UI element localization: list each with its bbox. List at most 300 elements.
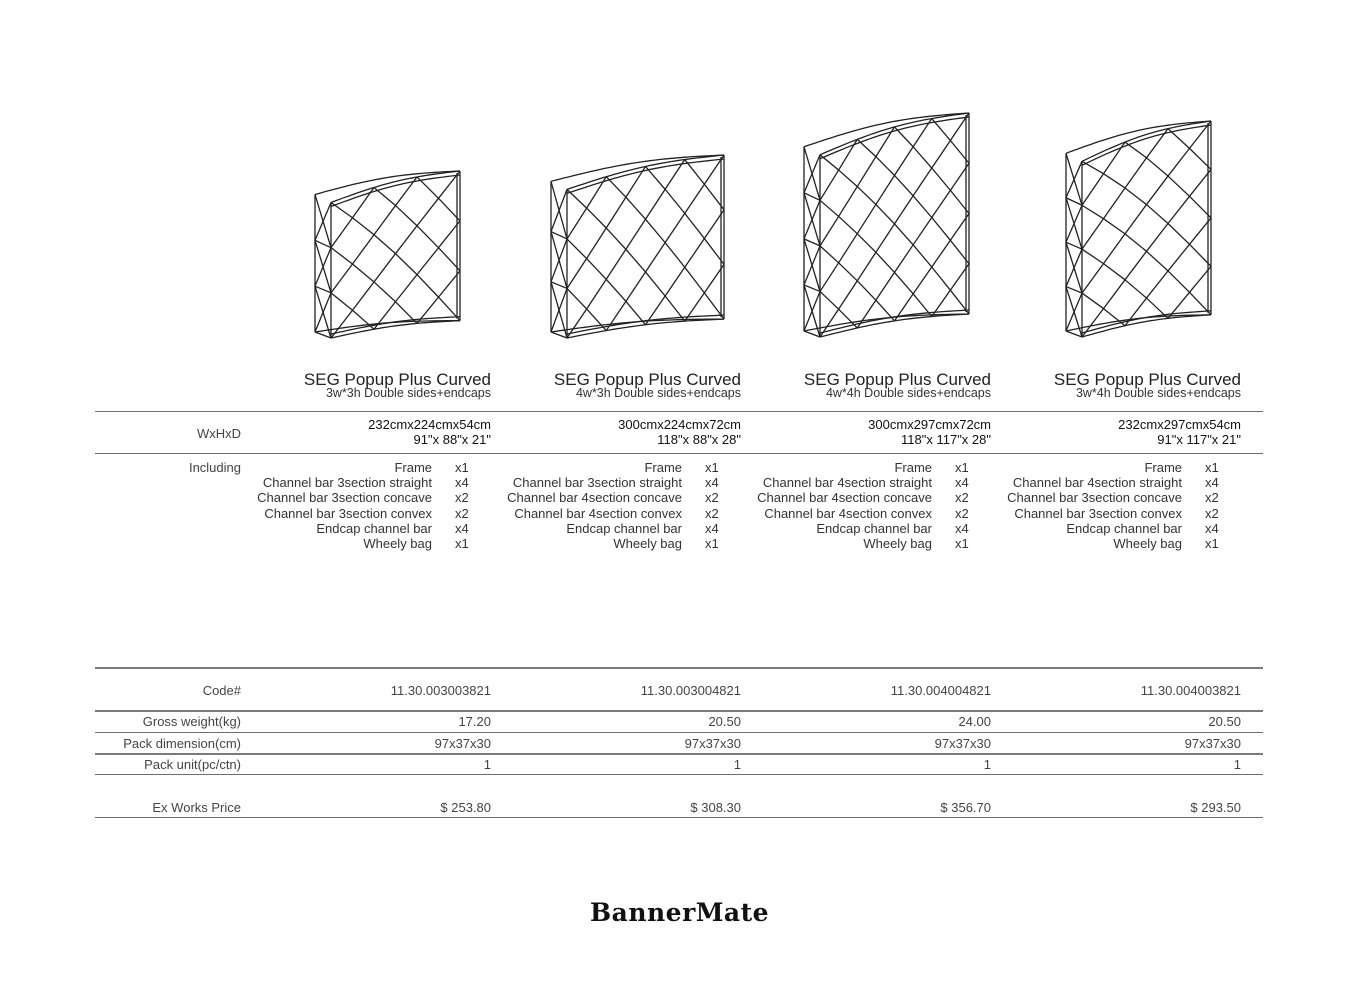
frame-strut <box>895 224 914 245</box>
frame-strut <box>567 189 587 208</box>
frame-strut <box>1168 223 1190 244</box>
frame-strut <box>820 291 839 309</box>
frame-strut <box>417 177 439 198</box>
frame-rail <box>567 319 724 338</box>
divider-top <box>95 411 1263 412</box>
frame-strut <box>932 119 951 141</box>
product-title: SEG Popup Plus Curved <box>1053 370 1241 389</box>
frame-strut <box>1082 249 1104 263</box>
gross-weight: 20.50 <box>708 714 741 729</box>
frame-strut <box>1168 176 1190 196</box>
frame-strut <box>606 177 626 197</box>
product-variant: 3w*3h Double sides+endcaps <box>325 386 491 400</box>
frame-strut <box>820 263 839 292</box>
ex-works-price: $ 293.50 <box>1190 800 1241 815</box>
frame-strut <box>685 239 705 268</box>
frame-rail <box>331 175 460 207</box>
product-variant: 4w*4h Double sides+endcaps <box>825 386 991 400</box>
frame-strut <box>1125 280 1147 298</box>
frame-strut <box>1104 280 1126 309</box>
frame-strut <box>626 197 646 219</box>
including-item <box>731 506 991 521</box>
frame-strut <box>876 157 895 176</box>
frame-strut <box>876 272 895 300</box>
including-item-name: Wheely bag <box>363 536 432 552</box>
product-variant: 3w*4h Double sides+endcaps <box>1075 386 1241 400</box>
frame-strut <box>857 139 876 156</box>
frame-strut <box>857 234 876 253</box>
frame-strut <box>606 197 626 228</box>
frame-strut <box>876 204 895 223</box>
frame-strut <box>932 240 951 267</box>
product-title: SEG Popup Plus Curved <box>303 370 491 389</box>
including-item-name: Frame <box>644 460 682 475</box>
including-list <box>981 460 1241 551</box>
frame-strut <box>804 331 820 337</box>
frame-strut <box>567 288 587 309</box>
including-item-name: Frame <box>394 460 432 475</box>
frame-strut <box>685 267 705 293</box>
frame-strut <box>932 290 951 316</box>
frame-strut <box>839 139 858 170</box>
including-item <box>981 506 1241 521</box>
frame-strut <box>646 272 666 296</box>
including-item-qty: x4 <box>955 520 969 536</box>
frame-strut <box>1125 158 1147 188</box>
including-item-name: Channel bar 3section concave <box>257 490 432 506</box>
frame-strut <box>665 213 685 242</box>
including-item-qty: x2 <box>705 505 719 521</box>
frame-strut <box>315 248 331 287</box>
including-item-qty: x4 <box>955 475 969 491</box>
frame-strut <box>804 155 820 193</box>
including-item-qty: x2 <box>1205 505 1219 521</box>
frame-strut <box>876 252 895 272</box>
dimension-cm: 232cmx297cmx54cm <box>1118 417 1241 432</box>
including-item-name: Channel bar 3section straight <box>512 475 682 491</box>
including-item <box>231 490 491 505</box>
label-pack-unit: Pack unit(pc/ctn) <box>144 757 241 772</box>
frame-strut <box>1104 188 1126 219</box>
frame-strut <box>1147 205 1169 224</box>
frame-strut <box>857 252 876 281</box>
including-item-qty: x2 <box>455 505 469 521</box>
including-item-qty: x1 <box>955 536 969 552</box>
frame-rail <box>820 117 969 159</box>
including-item <box>731 490 991 505</box>
dimension-inch: 91"x 117"x 21" <box>1157 432 1241 447</box>
frame-strut <box>1125 251 1147 280</box>
dimension-cm: 300cmx224cmx72cm <box>618 417 741 432</box>
frame-strut <box>374 302 396 329</box>
dimension-inch: 91"x 88"x 21" <box>413 432 491 447</box>
including-item-qty: x4 <box>1205 520 1219 536</box>
frame-strut <box>913 168 932 196</box>
including-item-name: Wheely bag <box>1113 536 1182 552</box>
including-item-name: Channel bar 3section convex <box>1014 505 1182 521</box>
frame-strut <box>820 200 839 216</box>
frame-strut <box>913 218 932 245</box>
including-item-qty: x4 <box>455 475 469 491</box>
divider-code <box>95 710 1263 712</box>
frame-strut <box>913 196 932 218</box>
frame-strut <box>857 300 876 328</box>
including-item-qty: x2 <box>705 490 719 506</box>
frame-strut <box>331 248 353 264</box>
frame-strut <box>1066 205 1082 242</box>
frame-strut <box>396 226 418 254</box>
frame-strut <box>839 234 858 263</box>
frame-strut <box>1066 331 1082 337</box>
frame-strut <box>1082 161 1104 173</box>
product-frame-illustration <box>551 147 724 338</box>
frame-strut <box>665 189 685 213</box>
frame-strut <box>1147 176 1169 205</box>
including-item-qty: x4 <box>455 520 469 536</box>
frame-strut <box>1104 264 1126 280</box>
frame-strut <box>606 249 626 279</box>
frame-strut <box>315 203 331 241</box>
frame-strut <box>567 309 587 338</box>
including-item-name: Channel bar 4section concave <box>757 490 932 506</box>
including-item <box>481 490 741 505</box>
frame-strut <box>895 196 914 224</box>
frame-strut <box>417 248 439 275</box>
frame-strut <box>353 235 375 264</box>
including-item <box>231 506 491 521</box>
frame-strut <box>417 226 439 248</box>
frame-strut <box>839 170 858 186</box>
including-item <box>731 536 991 551</box>
frame-strut <box>587 208 607 228</box>
frame-strut <box>1104 174 1126 188</box>
frame-strut <box>587 309 607 331</box>
including-item <box>731 460 991 475</box>
frame-strut <box>1082 264 1104 293</box>
divider-price <box>95 817 1263 818</box>
frame-strut <box>626 272 646 301</box>
frame-strut <box>374 282 396 302</box>
frame-strut <box>932 141 951 169</box>
frame-strut <box>567 259 587 289</box>
frame-strut <box>895 175 914 195</box>
frame-strut <box>913 267 932 294</box>
including-item <box>981 521 1241 536</box>
including-item <box>481 506 741 521</box>
frame-strut <box>839 309 858 328</box>
frame-strut <box>331 218 353 248</box>
including-item <box>231 521 491 536</box>
frame-strut <box>839 281 858 309</box>
frame-strut <box>1147 158 1169 176</box>
frame-strut <box>315 293 331 332</box>
gross-weight: 20.50 <box>1208 714 1241 729</box>
frame-strut <box>315 332 331 338</box>
frame-strut <box>646 243 666 272</box>
gross-weight: 24.00 <box>958 714 991 729</box>
including-item-name: Wheely bag <box>613 536 682 552</box>
including-item-qty: x1 <box>955 460 969 475</box>
frame-strut <box>932 218 951 241</box>
including-item <box>731 475 991 490</box>
frame-strut <box>626 219 646 249</box>
frame-strut <box>396 275 418 302</box>
frame-strut <box>417 297 439 323</box>
including-item <box>481 521 741 536</box>
frame-strut <box>1125 188 1147 205</box>
frame-strut <box>685 213 705 238</box>
frame-strut <box>374 187 396 205</box>
frame-strut <box>839 187 858 217</box>
frame-strut <box>1082 309 1104 337</box>
frame-strut <box>331 293 353 310</box>
frame-strut <box>587 279 607 309</box>
frame-strut <box>857 157 876 187</box>
including-item-name: Wheely bag <box>863 536 932 552</box>
frame-strut <box>1147 271 1169 298</box>
dimension-cm: 232cmx224cmx54cm <box>368 417 491 432</box>
frame-strut <box>820 170 839 200</box>
including-item-qty: x1 <box>455 460 469 475</box>
frame-strut <box>820 246 839 263</box>
frame-rail <box>567 159 724 193</box>
frame-strut <box>665 160 685 190</box>
including-item-qty: x1 <box>705 460 719 475</box>
pack-dimension: 97x37x30 <box>684 736 741 751</box>
including-item <box>981 490 1241 505</box>
frame-strut <box>820 216 839 245</box>
ex-works-price: $ 253.80 <box>440 800 491 815</box>
frame-strut <box>1082 293 1104 309</box>
frame-strut <box>913 245 932 267</box>
frame-strut <box>1125 234 1147 251</box>
frame-strut <box>551 332 567 338</box>
including-item-name: Channel bar 4section convex <box>514 505 682 521</box>
including-item-name: Endcap channel bar <box>566 520 682 536</box>
frame-strut <box>857 281 876 300</box>
frame-strut <box>353 218 375 235</box>
including-item-qty: x2 <box>455 490 469 506</box>
frame-strut <box>606 301 626 330</box>
frame-strut <box>587 228 607 259</box>
frame-strut <box>374 254 396 282</box>
including-item-qty: x1 <box>1205 536 1219 552</box>
product-frame-illustration <box>804 105 969 337</box>
frame-strut <box>839 216 858 233</box>
frame-strut <box>646 219 666 242</box>
divider-dimensions <box>95 453 1263 454</box>
frame-strut <box>567 239 587 259</box>
frame-strut <box>1168 129 1190 149</box>
frame-strut <box>932 190 951 217</box>
frame-strut <box>1125 205 1147 234</box>
frame-strut <box>804 285 820 292</box>
frame-strut <box>1082 205 1104 218</box>
divider-pack-dimension <box>95 753 1263 755</box>
frame-strut <box>551 189 567 231</box>
including-item <box>981 475 1241 490</box>
including-item-qty: x4 <box>705 475 719 491</box>
pack-unit: 1 <box>733 757 741 772</box>
frame-strut <box>551 288 567 332</box>
product-title: SEG Popup Plus Curved <box>553 370 741 389</box>
frame-strut <box>913 147 932 168</box>
frame-strut <box>1104 219 1126 234</box>
label-gross-weight: Gross weight(kg) <box>142 714 241 729</box>
pack-unit: 1 <box>483 757 491 772</box>
including-item <box>981 536 1241 551</box>
frame-strut <box>417 275 439 298</box>
product-code: 11.30.004004821 <box>890 683 991 698</box>
including-item-qty: x1 <box>705 536 719 552</box>
frame-strut <box>1066 293 1082 331</box>
including-item-name: Channel bar 3section concave <box>1007 490 1182 506</box>
product-frame-illustration <box>1066 113 1211 337</box>
frame-strut <box>1082 219 1104 249</box>
including-item-qty: x4 <box>705 520 719 536</box>
frame-strut <box>1082 174 1104 206</box>
frame-strut <box>646 166 666 189</box>
dimension-cm: 300cmx297cmx72cm <box>868 417 991 432</box>
frame-strut <box>876 175 895 204</box>
frame-strut <box>374 206 396 235</box>
product-code: 11.30.003003821 <box>390 683 491 698</box>
frame-strut <box>932 168 951 190</box>
frame-strut <box>1066 249 1082 286</box>
frame-strut <box>646 189 666 219</box>
including-list <box>231 460 491 551</box>
including-list <box>731 460 991 551</box>
frame-strut <box>685 184 705 213</box>
including-item-name: Channel bar 3section straight <box>262 475 432 491</box>
frame-strut <box>839 263 858 281</box>
frame-strut <box>895 147 914 176</box>
including-item-qty: x4 <box>1205 475 1219 491</box>
frame-strut <box>804 200 820 239</box>
product-code: 11.30.003004821 <box>640 683 741 698</box>
including-item-name: Channel bar 4section concave <box>507 490 682 506</box>
including-item <box>231 536 491 551</box>
ex-works-price: $ 356.70 <box>940 800 991 815</box>
frame-strut <box>1168 292 1190 318</box>
label-code: Code# <box>202 683 241 698</box>
frame-strut <box>331 264 353 293</box>
including-item-name: Endcap channel bar <box>316 520 432 536</box>
frame-strut <box>374 235 396 254</box>
frame-strut <box>417 198 439 225</box>
including-item <box>981 460 1241 475</box>
including-item-name: Endcap channel bar <box>816 520 932 536</box>
frame-strut <box>895 272 914 293</box>
label-pack-dimension: Pack dimension(cm) <box>123 736 241 751</box>
including-item-name: Channel bar 4section straight <box>762 475 932 491</box>
frame-strut <box>1104 234 1126 264</box>
pack-dimension: 97x37x30 <box>434 736 491 751</box>
label-including: Including <box>188 460 241 475</box>
including-item-name: Endcap channel bar <box>1066 520 1182 536</box>
frame-strut <box>587 259 607 280</box>
frame-strut <box>1168 244 1190 271</box>
including-item <box>481 536 741 551</box>
including-item-qty: x2 <box>1205 490 1219 506</box>
including-item <box>231 475 491 490</box>
including-item-qty: x2 <box>955 505 969 521</box>
frame-strut <box>876 224 895 252</box>
product-title: SEG Popup Plus Curved <box>803 370 991 389</box>
frame-strut <box>1125 142 1147 158</box>
including-item-name: Channel bar 4section convex <box>764 505 932 521</box>
pack-unit: 1 <box>983 757 991 772</box>
frame-strut <box>820 155 839 170</box>
frame-strut <box>396 206 418 226</box>
frame-strut <box>804 291 820 331</box>
including-item-name: Channel bar 3section convex <box>264 505 432 521</box>
frame-strut <box>895 245 914 273</box>
frame-strut <box>1147 251 1169 271</box>
divider-weight <box>95 732 1263 733</box>
gross-weight: 17.20 <box>458 714 491 729</box>
including-item-name: Frame <box>1144 460 1182 475</box>
including-item <box>231 460 491 475</box>
including-item-name: Frame <box>894 460 932 475</box>
frame-strut <box>626 249 646 272</box>
frame-strut <box>567 208 587 239</box>
ex-works-price: $ 308.30 <box>690 800 741 815</box>
frame-strut <box>913 119 932 147</box>
frame-strut <box>665 243 685 268</box>
bannermate-logo: BannerMate <box>590 898 770 927</box>
dimension-inch: 118"x 88"x 28" <box>657 432 741 447</box>
product-variant: 4w*3h Double sides+endcaps <box>575 386 741 400</box>
including-item-qty: x2 <box>955 490 969 506</box>
frame-rail <box>315 171 460 195</box>
frame-strut <box>685 160 705 185</box>
frame-strut <box>1147 223 1169 251</box>
frame-strut <box>895 127 914 147</box>
label-wxhxd: WxHxD <box>196 426 241 441</box>
frame-strut <box>857 204 876 233</box>
label-price: Ex Works Price <box>152 800 241 815</box>
including-item <box>481 475 741 490</box>
divider-pack-unit <box>95 774 1263 775</box>
product-frame-illustration <box>315 163 460 338</box>
frame-strut <box>353 187 375 217</box>
frame-strut <box>606 279 626 301</box>
frame-strut <box>551 282 567 289</box>
frame-strut <box>331 203 353 218</box>
including-item <box>481 460 741 475</box>
frame-strut <box>1066 161 1082 197</box>
frame-strut <box>606 228 626 249</box>
frame-strut <box>665 267 685 296</box>
frame-strut <box>353 282 375 310</box>
frame-strut <box>857 187 876 205</box>
frame-strut <box>1168 271 1190 292</box>
pack-unit: 1 <box>1233 757 1241 772</box>
frame-strut <box>396 254 418 275</box>
frame-strut <box>353 264 375 282</box>
frame-strut <box>804 246 820 285</box>
frame-strut <box>1168 148 1190 176</box>
including-item-name: Channel bar 4section straight <box>1012 475 1182 491</box>
frame-strut <box>1168 196 1190 223</box>
dimension-inch: 118"x 117"x 28" <box>901 432 991 447</box>
frame-strut <box>551 239 567 282</box>
frame-strut <box>932 267 951 290</box>
including-item <box>731 521 991 536</box>
pack-dimension: 97x37x30 <box>1184 736 1241 751</box>
divider-specs <box>95 667 1263 669</box>
